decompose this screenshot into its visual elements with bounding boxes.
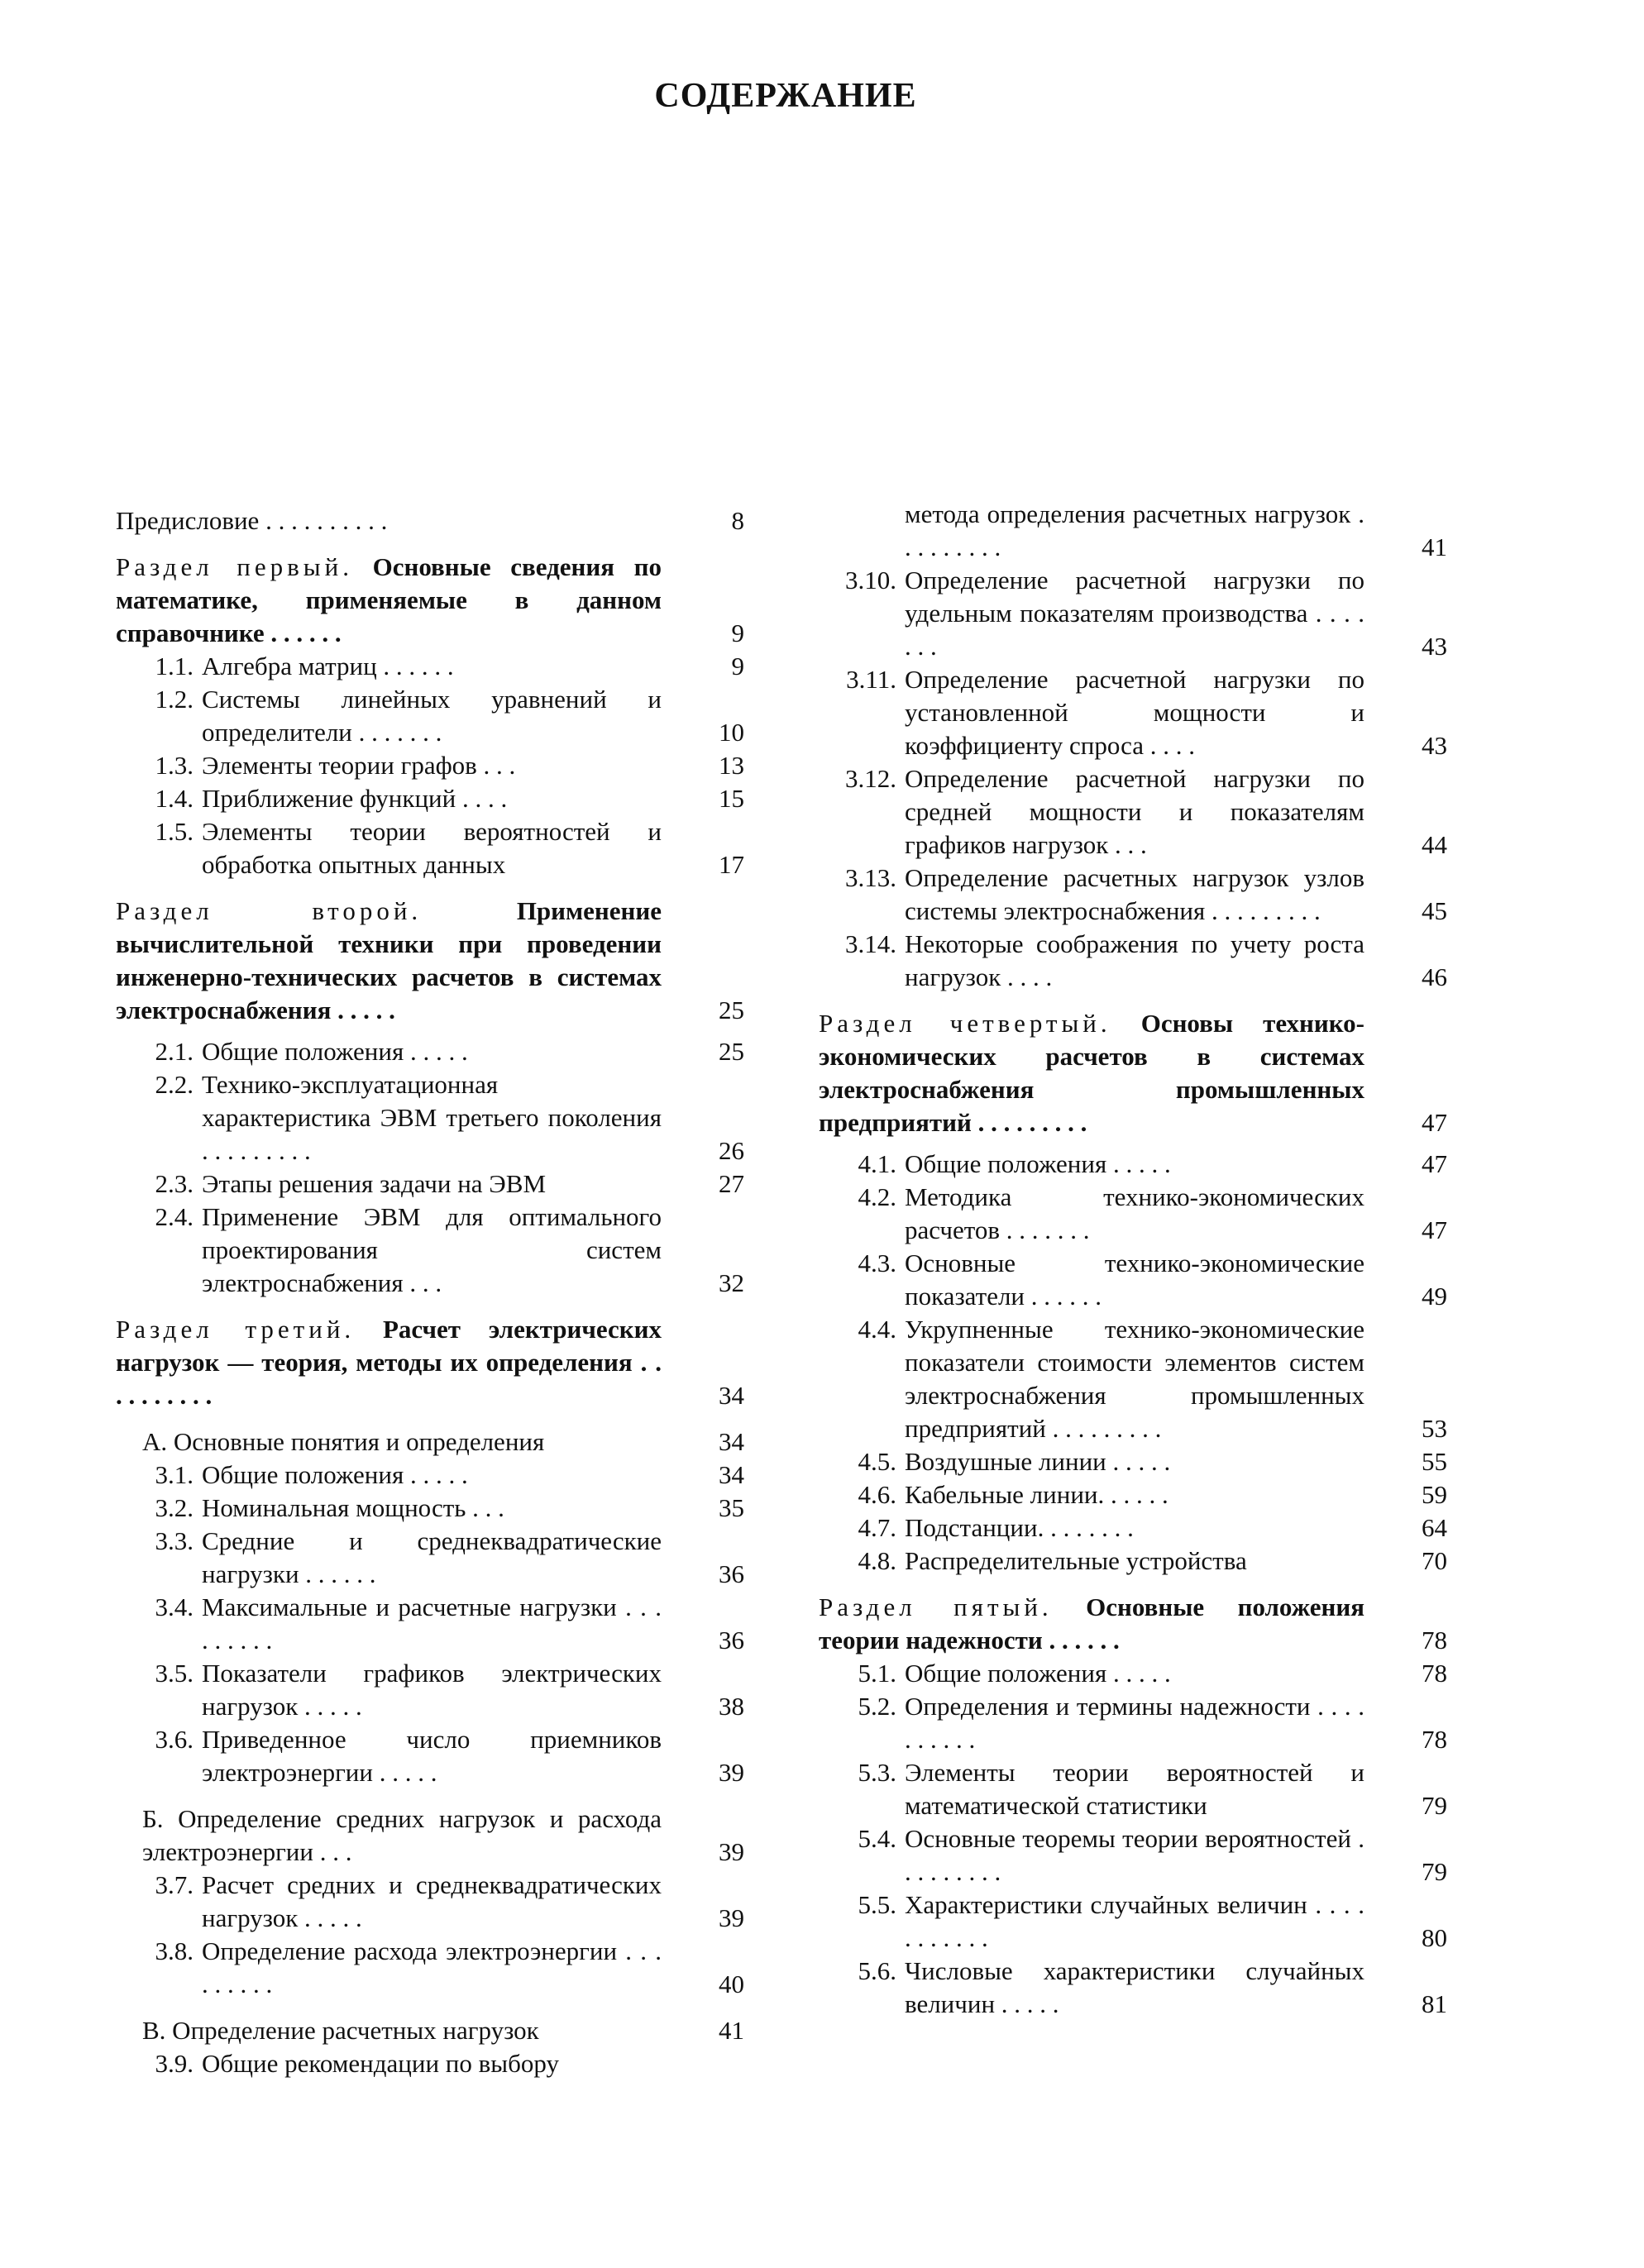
toc-entry[interactable] [819, 928, 1447, 994]
toc-column-right [819, 499, 1447, 2021]
page-number: 78 [1422, 1626, 1447, 1654]
entry-number: 5.4. [858, 1824, 896, 1853]
toc-section-2[interactable] [116, 895, 744, 1027]
entry-text: Числовые характеристики случайных величин . . . . . [905, 1956, 1364, 2018]
entry-number: 4.4. [858, 1315, 896, 1344]
toc-section-4[interactable] [819, 1007, 1447, 1139]
entry-number: 3.6. [155, 1725, 194, 1754]
entry-number: 1.2. [155, 685, 194, 714]
group-text: Б. Определение средних нагрузок и расхода электроэнергии . . . [142, 1804, 662, 1866]
entry-text: Определение расхода электроэнергии . . . . . . . . . [202, 1936, 662, 1998]
page-number: 70 [1422, 1546, 1447, 1575]
entry-text: метода определения расчетных нагрузок . . . . . . . . . [905, 499, 1364, 561]
page-number: 55 [1422, 1447, 1447, 1476]
toc-entry[interactable] [116, 1167, 744, 1201]
page-number: 38 [719, 1692, 744, 1721]
entry-text: Номинальная мощность . . . [202, 1493, 504, 1522]
entry-number: 3.14. [845, 929, 896, 958]
page-number: 35 [719, 1493, 744, 1522]
page-number: 13 [719, 751, 744, 780]
page-number: 36 [719, 1559, 744, 1588]
entry-text: Определение расчетной нагрузки по установленной мощности и коэффициенту спроса . . . . [905, 665, 1364, 760]
page-number: 41 [719, 2016, 744, 2045]
toc-entry[interactable] [116, 1723, 744, 1789]
page-number: 78 [1422, 1659, 1447, 1688]
toc-entry[interactable] [116, 1525, 744, 1591]
section-title: Применение вычислительной техники при проведении инженерно-технических расчетов в системах электроснабжения . . . . . [116, 896, 662, 1024]
entry-number: 3.10. [845, 566, 896, 594]
entry-number: 2.2. [155, 1070, 194, 1099]
entry-number: 4.2. [858, 1182, 896, 1211]
toc-entry-continued[interactable] [819, 498, 1447, 564]
entry-number: 5.1. [858, 1659, 896, 1688]
section-prefix: Раздел четвертый. [819, 1009, 1111, 1038]
entry-number: 3.5. [155, 1659, 194, 1688]
entry-text: Расчет средних и среднеквадратических нагрузок . . . . . [202, 1870, 662, 1932]
entry-text: Элементы теории вероятностей и математической статистики [905, 1758, 1364, 1820]
section-prefix: Раздел первый. [116, 552, 353, 581]
entry-text: Применение ЭВМ для оптимального проектирования систем электроснабжения . . . [202, 1202, 662, 1297]
entry-text: Общие положения . . . . . [202, 1460, 468, 1489]
toc-entry[interactable] [819, 1148, 1447, 1181]
entry-text: Этапы решения задачи на ЭВМ [202, 1169, 547, 1198]
entry-text: Характеристики случайных величин . . . . . . . . . . . [905, 1890, 1364, 1952]
entry-text: Подстанции. . . . . . . . [905, 1513, 1134, 1542]
entry-number: 4.7. [858, 1513, 896, 1542]
entry-number: 3.11. [846, 665, 896, 694]
page-number: 36 [719, 1626, 744, 1654]
page-number: 79 [1422, 1857, 1447, 1886]
page-number: 53 [1422, 1414, 1447, 1443]
entry-text: Элементы теории вероятностей и обработка опытных данных [202, 817, 662, 879]
entry-text: Максимальные и расчетные нагрузки . . . . . . . . . [202, 1592, 662, 1654]
page-number: 81 [1422, 1989, 1447, 2018]
section-prefix: Раздел третий. [116, 1315, 356, 1344]
page-number: 34 [719, 1460, 744, 1489]
toc-entry[interactable] [116, 815, 744, 881]
entry-text: Алгебра матриц . . . . . . [202, 652, 454, 680]
page-number: 80 [1422, 1923, 1447, 1952]
toc-entry[interactable] [116, 1591, 744, 1657]
section-prefix: Раздел пятый. [819, 1592, 1053, 1621]
page-number: 25 [719, 996, 744, 1024]
entry-number: 1.3. [155, 751, 194, 780]
toc-entry[interactable] [116, 1068, 744, 1167]
entry-text: Общие положения . . . . . [202, 1037, 468, 1066]
toc-entry[interactable] [819, 1478, 1447, 1511]
page-number: 9 [731, 618, 744, 647]
entry-text: Показатели графиков электрических нагрузок . . . . . [202, 1659, 662, 1721]
entry-text: Общие рекомендации по выбору [202, 2049, 559, 2078]
entry-text: Общие положения . . . . . [905, 1149, 1171, 1178]
page-title: СОДЕРЖАНИЕ [654, 77, 917, 115]
toc-entry[interactable] [116, 1459, 744, 1492]
entry-number: 3.2. [155, 1493, 194, 1522]
toc-entry[interactable] [819, 564, 1447, 663]
page-number: 43 [1422, 632, 1447, 661]
entry-text: Определение расчетных нагрузок узлов системы электроснабжения . . . . . . . . . [905, 863, 1364, 925]
page-number: 49 [1422, 1282, 1447, 1311]
entry-text: Основные технико-экономические показатели . . . . . . [905, 1249, 1364, 1311]
toc-entry[interactable] [819, 1888, 1447, 1955]
toc-entry[interactable] [116, 782, 744, 815]
toc-entry[interactable] [116, 650, 744, 683]
entry-number: 4.6. [858, 1480, 896, 1509]
entry-number: 3.9. [155, 2049, 194, 2078]
page-number: 47 [1422, 1215, 1447, 1244]
toc-entry[interactable] [819, 1756, 1447, 1822]
page-number: 32 [719, 1268, 744, 1297]
entry-number: 5.3. [858, 1758, 896, 1787]
toc-entry[interactable] [116, 1201, 744, 1300]
section-title: Расчет электрических нагрузок — теория, методы их определения . . . . . . . . . . [116, 1315, 662, 1410]
entry-number: 3.12. [845, 764, 896, 793]
entry-number: 3.4. [155, 1592, 194, 1621]
toc-entry[interactable] [819, 1690, 1447, 1756]
toc-entry[interactable] [116, 1492, 744, 1525]
toc-entry[interactable] [819, 762, 1447, 862]
page-number: 26 [719, 1136, 744, 1165]
toc-column-left [116, 504, 744, 2080]
page-number: 41 [1422, 532, 1447, 561]
entry-number: 3.7. [155, 1870, 194, 1899]
page-number: 15 [719, 784, 744, 813]
toc-entry[interactable] [116, 1035, 744, 1068]
page-number: 43 [1422, 731, 1447, 760]
entry-text: Воздушные линии . . . . . [905, 1447, 1171, 1476]
page-number: 59 [1422, 1480, 1447, 1509]
page-number: 44 [1422, 830, 1447, 859]
toc-section-3[interactable] [116, 1313, 744, 1412]
entry-text: Укрупненные технико-экономические показатели стоимости элементов систем электроснабжения промышленных предприятий . . . . . . . . . [905, 1315, 1364, 1443]
entry-number: 5.2. [858, 1692, 896, 1721]
toc-entry[interactable] [819, 1181, 1447, 1247]
entry-number: 3.3. [155, 1526, 194, 1555]
toc-entry[interactable] [116, 1869, 744, 1935]
page-number: 39 [719, 1837, 744, 1866]
entry-number: 1.1. [155, 652, 194, 680]
toc-entry[interactable] [819, 1955, 1447, 2021]
entry-text: Технико-эксплуатационная характеристика ЭВМ третьего поколения . . . . . . . . . [202, 1070, 662, 1165]
toc-entry[interactable] [819, 1445, 1447, 1478]
group-text: А. Основные понятия и определения [142, 1427, 545, 1456]
toc-group-v[interactable] [116, 2014, 744, 2047]
toc-entry[interactable] [116, 749, 744, 782]
entry-number: 4.3. [858, 1249, 896, 1277]
entry-text: Методика технико-экономических расчетов . . . . . . . [905, 1182, 1364, 1244]
toc-entry[interactable] [819, 862, 1447, 928]
entry-number: 4.1. [858, 1149, 896, 1178]
entry-text: Системы линейных уравнений и определители . . . . . . . [202, 685, 662, 747]
entry-number: 1.4. [155, 784, 194, 813]
entry-number: 3.13. [845, 863, 896, 892]
page-number: 10 [719, 718, 744, 747]
entry-text: Определение расчетной нагрузки по средней мощности и показателям графиков нагрузок . . . [905, 764, 1364, 859]
page-number: 39 [719, 1758, 744, 1787]
toc-entry[interactable] [819, 1657, 1447, 1690]
section-title: Основные сведения по математике, применяемые в данном справочнике . . . . . . [116, 552, 662, 647]
entry-number: 5.5. [858, 1890, 896, 1919]
entry-number: 3.1. [155, 1460, 194, 1489]
page-number: 47 [1422, 1108, 1447, 1137]
page-number: 79 [1422, 1791, 1447, 1820]
page-number: 78 [1422, 1725, 1447, 1754]
toc-entry[interactable] [116, 1935, 744, 2001]
page-number: 17 [719, 850, 744, 879]
page-number: 47 [1422, 1149, 1447, 1178]
entry-text: Средние и среднеквадратические нагрузки . . . . . . [202, 1526, 662, 1588]
page-number: 34 [719, 1427, 744, 1456]
toc-entry[interactable] [819, 1545, 1447, 1578]
entry-number: 2.3. [155, 1169, 194, 1198]
entry-text: Приближение функций . . . . [202, 784, 508, 813]
entry-number: 4.5. [858, 1447, 896, 1476]
page-number: 46 [1422, 962, 1447, 991]
entry-text: Некоторые соображения по учету роста нагрузок . . . . [905, 929, 1364, 991]
entry-number: 2.1. [155, 1037, 194, 1066]
toc-entry[interactable] [819, 1313, 1447, 1445]
toc-entry-preface[interactable] [116, 504, 744, 537]
toc-entry[interactable] [116, 1657, 744, 1723]
toc-section-1[interactable] [116, 551, 744, 650]
entry-text: Кабельные линии. . . . . . [905, 1480, 1168, 1509]
entry-number: 2.4. [155, 1202, 194, 1231]
entry-text: Основные теоремы теории вероятностей . . . . . . . . . [905, 1824, 1364, 1886]
page-number: 34 [719, 1381, 744, 1410]
entry-number: 4.8. [858, 1546, 896, 1575]
entry-text: Общие положения . . . . . [905, 1659, 1171, 1688]
toc-entry[interactable] [819, 1511, 1447, 1545]
entry-text: Предисловие . . . . . . . . . . [116, 506, 388, 535]
toc-group-b[interactable] [116, 1802, 744, 1869]
toc-section-5[interactable] [819, 1591, 1447, 1657]
section-prefix: Раздел второй. [116, 896, 423, 925]
group-text: В. Определение расчетных нагрузок [142, 2016, 539, 2045]
entry-text: Приведенное число приемников электроэнергии . . . . . [202, 1725, 662, 1787]
toc-entry[interactable] [116, 2047, 744, 2080]
page-number: 45 [1422, 896, 1447, 925]
entry-number: 1.5. [155, 817, 194, 846]
entry-text: Определения и термины надежности . . . . . . . . . . [905, 1692, 1364, 1754]
page-number: 40 [719, 1970, 744, 1998]
page-number: 9 [731, 652, 744, 680]
page-number: 39 [719, 1903, 744, 1932]
toc-entry[interactable] [819, 663, 1447, 762]
page-number: 27 [719, 1169, 744, 1198]
section-title: Основные положения теории надежности . . . . . . [819, 1592, 1364, 1654]
page-number: 8 [731, 506, 744, 535]
toc-entry[interactable] [819, 1247, 1447, 1313]
toc-entry[interactable] [116, 683, 744, 749]
page-number: 64 [1422, 1513, 1447, 1542]
page-number: 25 [719, 1037, 744, 1066]
toc-group-a[interactable] [116, 1425, 744, 1459]
entry-text: Определение расчетной нагрузки по удельным показателям производства . . . . . . . [905, 566, 1364, 661]
toc-entry[interactable] [819, 1822, 1447, 1888]
entry-text: Элементы теории графов . . . [202, 751, 516, 780]
entry-number: 5.6. [858, 1956, 896, 1985]
entry-number: 3.8. [155, 1936, 194, 1965]
section-title: Основы технико-экономических расчетов в системах электроснабжения промышленных предприятий . . . . . . . . . [819, 1009, 1365, 1137]
entry-text: Распределительные устройства [905, 1546, 1247, 1575]
